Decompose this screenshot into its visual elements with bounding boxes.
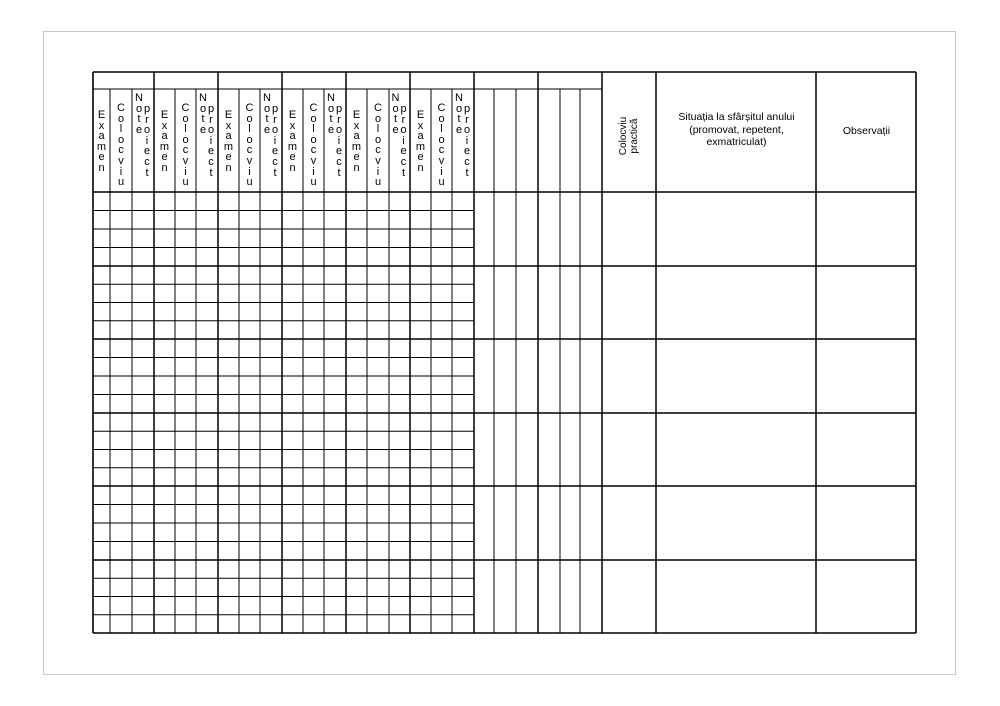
header-word: N o t e xyxy=(327,92,335,136)
header-colocviu: C o l o c v i u xyxy=(309,102,318,189)
header-word: p r o i e c t xyxy=(335,103,343,179)
header-word: N o t e xyxy=(455,92,463,136)
header-examen: E x a m e n xyxy=(96,109,107,174)
header-word: N o t e xyxy=(135,92,143,136)
header-examen: E x a m e n xyxy=(351,109,362,174)
header-word: p r o i e c t xyxy=(143,103,151,179)
observatii-header: Observații xyxy=(842,125,891,137)
header-word: N o t e xyxy=(391,92,400,136)
header-word: p r o i e c t xyxy=(207,103,215,179)
header-word: p r o i e c t xyxy=(400,103,407,179)
header-colocviu: C o l o c v i u xyxy=(181,102,190,189)
header-examen: E x a m e n xyxy=(159,109,170,174)
header-examen: E x a m e n xyxy=(415,109,426,174)
header-colocviu: C o l o c v i u xyxy=(437,102,446,189)
header-word: p r o i e c t xyxy=(271,103,279,179)
header-word: p r o i e c t xyxy=(463,103,471,179)
header-colocviu: C o l o c v i u xyxy=(117,102,125,189)
situatia-header: Situația la sfârșitul anului (promovat, repetent, exmatriculat) xyxy=(678,111,795,148)
header-word: N o t e xyxy=(199,92,207,136)
header-word: N o t e xyxy=(263,92,271,136)
colocviu-practica-header: Colocviu practică xyxy=(618,116,640,156)
header-colocviu: C o l o c v i u xyxy=(374,102,382,189)
header-examen: E x a m e n xyxy=(287,109,298,174)
header-examen: E x a m e n xyxy=(223,109,234,174)
header-colocviu: C o l o c v i u xyxy=(245,102,254,189)
